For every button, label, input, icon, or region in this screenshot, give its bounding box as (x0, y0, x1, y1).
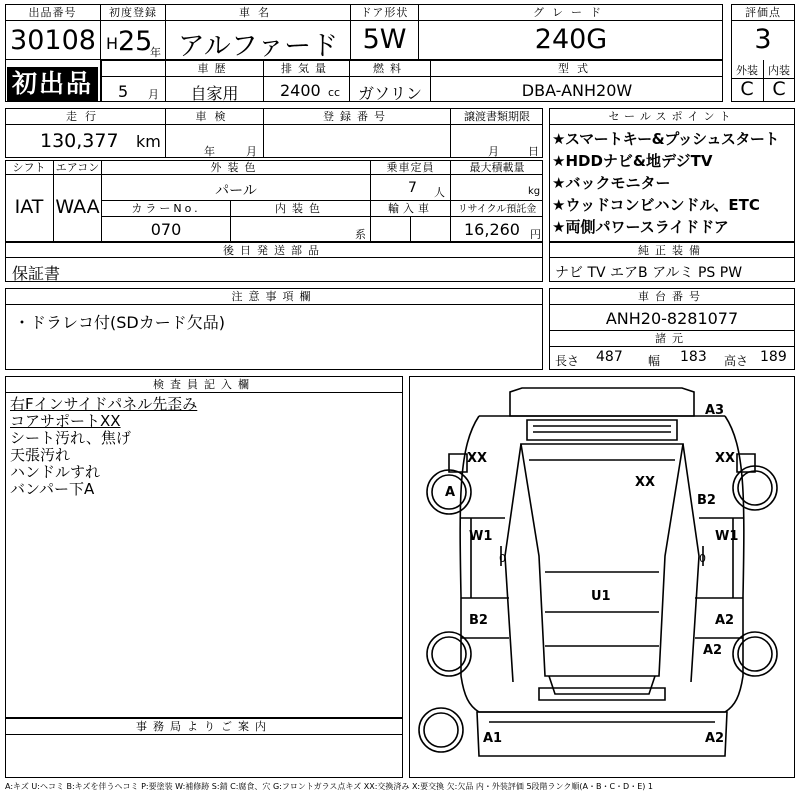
label-grade: グレード (533, 6, 609, 19)
label-capacity: 乗車定員 (386, 161, 435, 174)
yen-unit: 円 (530, 228, 541, 241)
label-inspection: 車検 (195, 110, 234, 123)
label-reg-type: 車歴 (197, 62, 232, 75)
label-max-load: 最大積載量 (469, 161, 525, 174)
mark-a-left: A (445, 485, 456, 500)
cc-unit: cc (328, 86, 341, 99)
cabin-outline (521, 444, 683, 676)
label-color-no: カラーNo. (131, 202, 201, 215)
mark-u1: U1 (591, 589, 611, 604)
sales-point-item: ★両側パワースライドドア (552, 218, 729, 236)
transfer-month-unit: 月 (488, 145, 499, 158)
model-name: アルファード (177, 31, 339, 62)
mark-a1: A1 (483, 731, 503, 746)
label-model: 車名 (239, 6, 277, 19)
shift-value: IAT (14, 196, 44, 218)
transfer-day-unit: 日 (528, 145, 539, 158)
sales-points-title: セールスポイント (608, 110, 736, 123)
mark-a2-right-door: A2 (715, 613, 735, 628)
doors-value: 5W (362, 24, 407, 55)
exterior-grade: C (740, 78, 754, 100)
length-label: 長さ (555, 354, 580, 368)
score-value: 3 (754, 24, 772, 55)
label-lot-no: 出品番号 (28, 6, 77, 19)
aircon-value: WAA (55, 196, 100, 218)
label-model-code: 型式 (558, 62, 596, 75)
mark-xx-right: XX (715, 451, 736, 466)
inspector-line: バンパー下A (10, 480, 95, 498)
grade-value: 240G (534, 24, 608, 55)
insp-month-unit: 月 (246, 145, 257, 158)
fuel-value: ガソリン (357, 84, 422, 103)
era-letter: H (106, 34, 119, 53)
chassis-title: 車台番号 (638, 290, 706, 303)
label-exterior: 外装 (736, 64, 758, 77)
mileage-value: 130,377 (40, 130, 119, 152)
mark-xx-center: XX (635, 475, 656, 490)
length-value: 487 (596, 349, 623, 365)
inspector-lines (10, 396, 197, 498)
ext-color-value: パール (215, 183, 257, 199)
label-score: 評価点 (745, 6, 781, 19)
mark-a2-bottom: A2 (705, 731, 725, 746)
later-parts-title: 後日発送部品 (223, 244, 325, 257)
office-title: 事務局よりご案内 (136, 720, 272, 733)
inspector-line: シート汚れ、焦げ (10, 429, 131, 447)
capacity-value: 7 (408, 180, 417, 196)
kg-unit: kg (528, 186, 541, 197)
lot-number: 30108 (10, 25, 96, 56)
width-label: 幅 (648, 354, 661, 368)
label-reg-no: 登録番号 (323, 110, 391, 123)
mark-w1-right: W1 (715, 529, 739, 544)
wheel-rear-right (733, 632, 777, 676)
first-reg-month: 5 (118, 82, 129, 101)
label-fuel: 燃料 (373, 62, 407, 75)
chassis-value: ANH20-8281077 (605, 309, 739, 328)
sales-point-item: ★バックモニター (552, 174, 671, 192)
label-import: 輸入車 (388, 202, 433, 215)
height-value: 189 (760, 349, 787, 365)
label-ext-color: 外装色 (210, 161, 262, 174)
mark-zero-left: 0 (499, 552, 506, 565)
label-interior: 内装 (768, 64, 790, 77)
front-bumper-outline (510, 388, 694, 416)
series-unit: 系 (355, 228, 366, 241)
mark-b2-left: B2 (469, 613, 488, 628)
label-first-reg: 初度登録 (109, 6, 157, 19)
mark-b2-right: B2 (697, 493, 716, 508)
reg-type-value: 自家用 (190, 84, 239, 103)
hood-outline (527, 420, 677, 440)
label-transfer: 譲渡書類期限 (464, 110, 530, 123)
label-int-color: 内装色 (275, 202, 326, 215)
first-reg-year: 25 (118, 26, 153, 57)
label-doors: ドア形状 (360, 6, 409, 19)
label-recycle: リサイクル預託金 (457, 204, 537, 215)
interior-grade: C (772, 78, 786, 100)
legend: A:キズ U:ヘコミ B:キズを伴うヘコミ P:要塗装 W:補修跡 S:錆 C:腐食、穴 G:フロントガラス点キズ XX:交換済み X:要交換 欠:欠品 内・外装評価 5段階ランク順(A・B・C・D・E) 1 (5, 782, 654, 791)
month-unit: 月 (148, 88, 159, 101)
sales-points-list (552, 128, 794, 238)
first-listing-badge: 初出品 (7, 67, 98, 101)
mark-xx-left: XX (467, 451, 488, 466)
height-label: 高さ (724, 354, 749, 368)
width-value: 183 (680, 349, 707, 365)
recycle-value: 16,260 (464, 220, 520, 239)
label-shift: シフト (12, 161, 46, 174)
later-parts-value: 保証書 (12, 264, 61, 283)
km-unit: km (136, 132, 161, 151)
inspector-line: ハンドルすれ (10, 463, 101, 481)
label-displacement: 排気量 (281, 62, 332, 75)
car-diagram (409, 376, 795, 778)
genuine-equipment-title: 純正装備 (638, 244, 706, 257)
persons-unit: 人 (434, 186, 445, 199)
sales-point-item: ★スマートキー&プッシュスタート (552, 130, 779, 148)
color-no-value: 070 (150, 220, 182, 239)
mark-zero-right: 0 (699, 552, 706, 565)
rear-bumper-outline (477, 712, 727, 756)
dimensions-title: 諸元 (655, 332, 689, 345)
insp-year-unit: 年 (204, 145, 215, 158)
sales-point-item: ★HDDナビ&地デジTV (552, 152, 713, 170)
label-aircon: エアコン (55, 161, 100, 174)
wheel-rear-left (427, 632, 471, 676)
spare-wheel (419, 708, 463, 752)
notes-title: 注意事項欄 (231, 290, 317, 303)
model-code-value: DBA-ANH20W (521, 81, 633, 100)
mark-a3: A3 (705, 403, 725, 418)
inspector-title: 検査員記入欄 (153, 378, 255, 391)
inspector-line: 天張汚れ (10, 446, 71, 464)
mark-w1-left: W1 (469, 529, 493, 544)
genuine-equipment-value: ナビ TV エアB アルミ PS PW (555, 265, 743, 281)
year-unit: 年 (150, 46, 161, 59)
label-mileage: 走行 (66, 110, 104, 123)
inspector-line: 右Fインサイドパネル先歪み (10, 395, 198, 413)
inspector-line: コアサポートXX (10, 412, 121, 430)
sales-point-item: ★ウッドコンビハンドル、ETC (552, 196, 760, 214)
displacement-value: 2400 (280, 81, 321, 100)
mark-a2-right-rear: A2 (703, 643, 723, 658)
notes-value: ・ドラレコ付(SDカード欠品) (14, 313, 225, 332)
